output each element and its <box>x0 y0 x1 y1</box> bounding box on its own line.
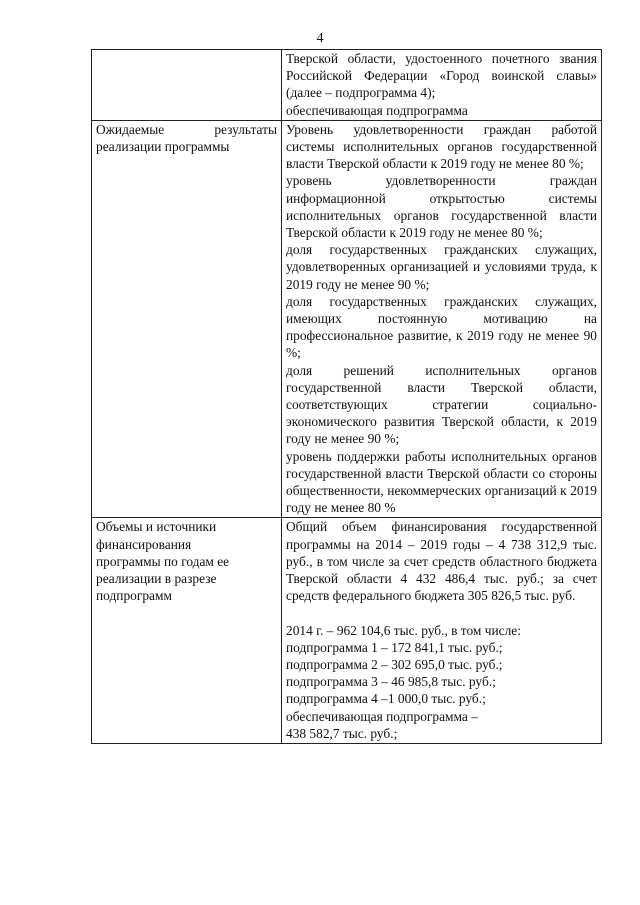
paragraph: Тверской области, удостоенного почетного звания Российской Федерации «Город воинской славы» (далее – подпрограмма 4); <box>286 51 597 101</box>
financing-line: подпрограмма 1 – 172 841,1 тыс. руб.; <box>286 639 503 655</box>
row-content <box>282 50 602 121</box>
label-line: финансирования <box>96 536 192 552</box>
paragraph: доля государственных гражданских служащих, имеющих постоянную мотивацию на профессиональное развитие, к 2019 году не менее 90 %; <box>286 293 597 361</box>
paragraph: уровень удовлетворенности граждан информационной открытостью системы исполнительных органов государственной власти Тверской области к 2019 году не менее 80 %; <box>286 173 597 241</box>
financing-lines <box>286 622 597 742</box>
financing-summary: Общий объем финансирования государственной программы на 2014 – 2019 годы – 4 738 312,9 тыс. руб., в том числе за счет средств областного бюджета Тверской области 4 432 486,4 тыс. руб.; за счет средств федерального бюджета 305 826,5 тыс. руб. <box>286 519 597 604</box>
row-label-empty <box>92 50 282 121</box>
paragraph: Уровень удовлетворенности граждан работой системы исполнительных органов государственной власти Тверской области к 2019 году не менее 80 %; <box>286 121 597 172</box>
label-text <box>96 518 277 604</box>
label-text: Ожидаемые результаты реализации программы <box>96 121 277 155</box>
label-line: Объемы и источники <box>96 519 217 535</box>
row-label <box>92 120 282 518</box>
page-number: 4 <box>316 31 324 46</box>
label-line: подпрограмм <box>96 588 172 604</box>
row-content <box>282 120 602 518</box>
text-block <box>286 121 597 517</box>
paragraph: доля решений исполнительных органов государственной власти Тверской области, соответствующих стратегии социально-экономического развития Тверской области, к 2019 году не менее 90 %; <box>286 362 597 447</box>
table-row <box>92 50 602 121</box>
text-block <box>286 50 597 119</box>
table-row <box>92 120 602 518</box>
financing-line: подпрограмма 2 – 302 695,0 тыс. руб.; <box>286 656 503 672</box>
text-block <box>286 518 597 604</box>
paragraph: обеспечивающая подпрограмма <box>286 102 468 118</box>
financing-line: обеспечивающая подпрограмма – <box>286 708 478 724</box>
program-passport-table <box>91 49 602 744</box>
spacer <box>286 605 597 622</box>
row-label <box>92 518 282 743</box>
label-line: программы по годам ее <box>96 553 230 569</box>
financing-line: 2014 г. – 962 104,6 тыс. руб., в том числе: <box>286 622 521 638</box>
financing-line: 438 582,7 тыс. руб.; <box>286 725 398 741</box>
paragraph: доля государственных гражданских служащих, удовлетворенных организацией и условиями труда, к 2019 году не менее 90 %; <box>286 242 597 292</box>
financing-line: подпрограмма 4 –1 000,0 тыс. руб.; <box>286 691 486 707</box>
label-line: реализации в разрезе <box>96 571 217 587</box>
paragraph: уровень поддержки работы исполнительных органов государственной власти Тверской области со стороны общественности, некоммерческих организаций к 2019 году не менее 80 % <box>286 448 597 516</box>
financing-line: подпрограмма 3 – 46 985,8 тыс. руб.; <box>286 674 496 690</box>
row-content <box>282 518 602 743</box>
table-row <box>92 518 602 743</box>
